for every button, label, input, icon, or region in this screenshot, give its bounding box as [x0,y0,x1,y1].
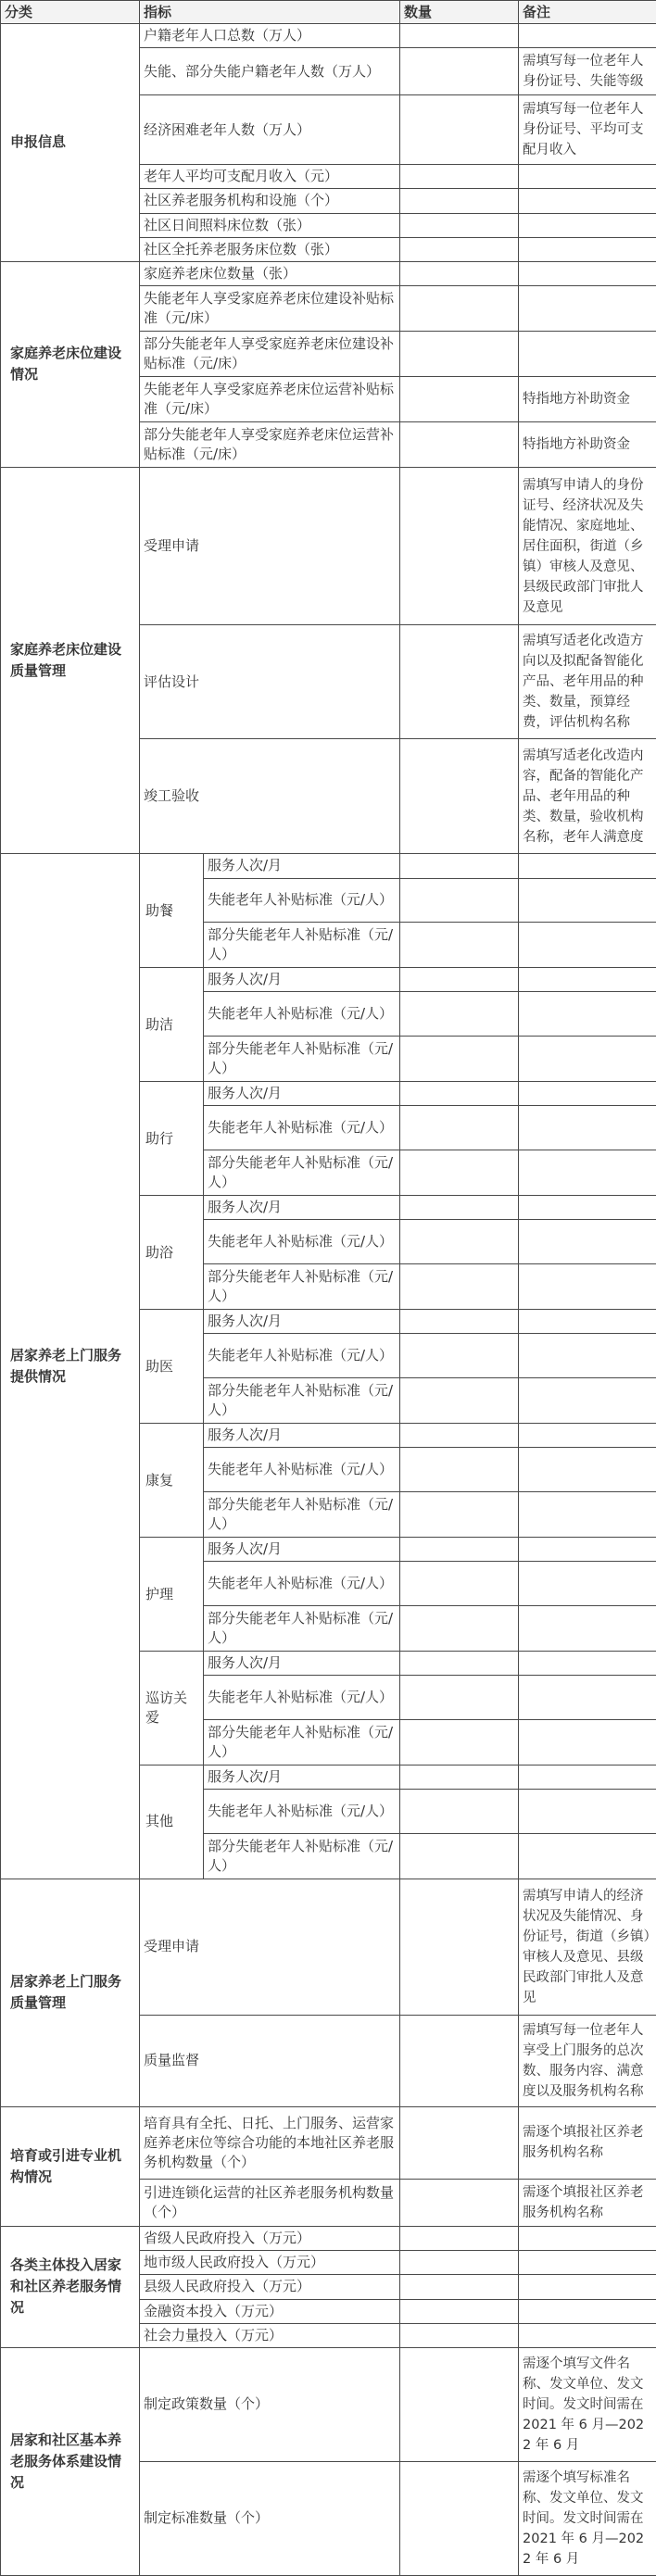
quantity-cell [400,1492,519,1538]
table-row [1,2347,656,2461]
remark-cell [519,1538,656,1562]
remark-cell [519,261,656,285]
quantity-cell [400,2275,519,2299]
quantity-cell [400,1150,519,1196]
category-cell: 家庭养老床位建设情况 [1,261,140,467]
service-indicator-cell: 失能老年人补贴标准（元/人） [204,1106,400,1150]
quantity-cell [400,95,519,165]
remark-cell [519,1082,656,1106]
remark-cell [519,1334,656,1378]
indicator-cell: 部分失能老年人享受家庭养老床位运营补贴标准（元/床） [140,421,400,467]
service-indicator-cell: 部分失能老年人补贴标准（元/人） [204,1264,400,1310]
service-group-cell: 助行 [140,1082,204,1196]
remark-cell [519,1765,656,1789]
quantity-cell [400,1606,519,1652]
service-indicator-cell: 失能老年人补贴标准（元/人） [204,1448,400,1492]
indicator-cell: 部分失能老年人享受家庭养老床位建设补贴标准（元/床） [140,331,400,376]
quantity-cell [400,421,519,467]
service-group-cell: 助浴 [140,1196,204,1310]
service-indicator-cell: 部分失能老年人补贴标准（元/人） [204,1492,400,1538]
service-indicator-cell: 服务人次/月 [204,854,400,878]
remark-cell [519,1037,656,1082]
indicator-cell: 县级人民政府投入（万元） [140,2275,400,2299]
indicator-cell: 社区日间照料床位数（张） [140,213,400,237]
quantity-cell [400,2347,519,2461]
service-indicator-cell: 失能老年人补贴标准（元/人） [204,1562,400,1606]
indicator-cell: 经济困难老年人数（万人） [140,95,400,165]
quantity-cell [400,1378,519,1424]
remark-cell: 需填写每一位老年人身份证号、平均可支配月收入 [519,95,656,165]
indicator-cell: 金融资本投入（万元） [140,2299,400,2323]
quantity-cell [400,2227,519,2251]
quantity-cell [400,1264,519,1310]
remark-cell [519,1562,656,1606]
quantity-cell [400,1310,519,1334]
quantity-cell [400,854,519,878]
remark-cell [519,2299,656,2323]
remark-cell [519,165,656,189]
indicator-cell: 地市级人民政府投入（万元） [140,2251,400,2275]
quantity-cell [400,1448,519,1492]
service-group-cell: 其他 [140,1765,204,1879]
header-remark: 备注 [519,1,656,24]
indicator-cell: 引进连锁化运营的社区养老服务机构数量（个） [140,2180,400,2227]
table-row [1,1879,656,2015]
remark-cell [519,285,656,331]
remark-cell [519,1606,656,1652]
service-indicator-cell: 服务人次/月 [204,1310,400,1334]
table-row [1,2106,656,2179]
remark-cell [519,1378,656,1424]
quantity-cell [400,237,519,261]
table-row [1,24,656,48]
quantity-cell [400,1220,519,1264]
service-indicator-cell: 服务人次/月 [204,1538,400,1562]
quantity-cell [400,467,519,625]
service-group-cell: 助餐 [140,854,204,968]
table-row [1,467,656,625]
remark-cell [519,968,656,992]
quantity-cell [400,625,519,739]
quantity-cell [400,923,519,968]
quantity-cell [400,1562,519,1606]
remark-cell [519,2251,656,2275]
table-body [1,24,656,2576]
remark-cell: 需填写适老化改造内容，配备的智能化产品、老年用品的种类、数量，验收机构名称，老年人满意度 [519,739,656,854]
header-indicator: 指标 [140,1,400,24]
remark-cell: 特指地方补助资金 [519,376,656,421]
remark-cell [519,1448,656,1492]
quantity-cell [400,2015,519,2106]
quantity-cell [400,189,519,213]
remark-cell [519,1264,656,1310]
quantity-cell [400,213,519,237]
quantity-cell [400,992,519,1037]
service-indicator-cell: 部分失能老年人补贴标准（元/人） [204,923,400,968]
remark-cell: 特指地方补助资金 [519,421,656,467]
remark-cell [519,1220,656,1264]
quantity-cell [400,1538,519,1562]
indicator-cell: 制定政策数量（个） [140,2347,400,2461]
service-group-cell: 助洁 [140,968,204,1082]
quantity-cell [400,1652,519,1676]
remark-cell: 需填写每一位老年人身份证号、失能等级 [519,48,656,95]
service-indicator-cell: 失能老年人补贴标准（元/人） [204,1220,400,1264]
remark-cell [519,213,656,237]
quantity-cell [400,1765,519,1789]
remark-cell [519,992,656,1037]
category-cell: 各类主体投入居家和社区养老服务情况 [1,2227,140,2348]
service-indicator-cell: 失能老年人补贴标准（元/人） [204,1790,400,1834]
quantity-cell [400,1719,519,1765]
indicator-cell: 失能老年人享受家庭养老床位建设补贴标准（元/床） [140,285,400,331]
table-row [1,261,656,285]
service-indicator-cell: 服务人次/月 [204,968,400,992]
indicator-cell: 社区养老服务机构和设施（个） [140,189,400,213]
quantity-cell [400,1424,519,1448]
header-category: 分类 [1,1,140,24]
quantity-cell [400,1676,519,1720]
indicator-cell: 受理申请 [140,467,400,625]
category-cell: 居家养老上门服务质量管理 [1,1879,140,2106]
remark-cell: 需逐个填写文件名称、发文单位、发文时间。发文时间需在 2021 年 6 月—2022 年 6 月 [519,2347,656,2461]
remark-cell [519,1719,656,1765]
remark-cell [519,2227,656,2251]
service-group-cell: 助医 [140,1310,204,1424]
remark-cell [519,24,656,48]
quantity-cell [400,331,519,376]
remark-cell [519,2275,656,2299]
indicator-cell: 质量监督 [140,2015,400,2106]
remark-cell [519,1492,656,1538]
quantity-cell [400,1879,519,2015]
quantity-cell [400,285,519,331]
remark-cell [519,1790,656,1834]
service-indicator-cell: 部分失能老年人补贴标准（元/人） [204,1378,400,1424]
service-indicator-cell: 部分失能老年人补贴标准（元/人） [204,1150,400,1196]
service-group-cell: 护理 [140,1538,204,1652]
service-indicator-cell: 部分失能老年人补贴标准（元/人） [204,1037,400,1082]
remark-cell: 需逐个填报社区养老服务机构名称 [519,2180,656,2227]
service-indicator-cell: 服务人次/月 [204,1196,400,1220]
quantity-cell [400,1082,519,1106]
quantity-cell [400,2323,519,2347]
category-cell: 居家养老上门服务提供情况 [1,854,140,1879]
service-indicator-cell: 部分失能老年人补贴标准（元/人） [204,1606,400,1652]
indicator-cell: 受理申请 [140,1879,400,2015]
quantity-cell [400,165,519,189]
remark-cell [519,923,656,968]
service-indicator-cell: 服务人次/月 [204,1424,400,1448]
service-indicator-cell: 失能老年人补贴标准（元/人） [204,1334,400,1378]
quantity-cell [400,1334,519,1378]
remark-cell [519,1676,656,1720]
indicator-cell: 培育具有全托、日托、上门服务、运营家庭养老床位等综合功能的本地社区养老服务机构数量（个） [140,2106,400,2179]
remark-cell [519,1424,656,1448]
remark-cell [519,878,656,923]
table-row [1,2227,656,2251]
indicator-cell: 老年人平均可支配月收入（元） [140,165,400,189]
service-group-cell: 巡访关爱 [140,1652,204,1766]
remark-cell [519,1106,656,1150]
service-indicator-cell: 服务人次/月 [204,1082,400,1106]
quantity-cell [400,376,519,421]
remark-cell [519,1196,656,1220]
quantity-cell [400,878,519,923]
service-indicator-cell: 部分失能老年人补贴标准（元/人） [204,1719,400,1765]
service-indicator-cell: 失能老年人补贴标准（元/人） [204,992,400,1037]
remark-cell [519,331,656,376]
remark-cell: 需填写申请人的身份证号、经济状况及失能情况、家庭地址、居住面积，街道（乡镇）审核人及意见、县级民政部门审批人及意见 [519,467,656,625]
quantity-cell [400,48,519,95]
indicator-cell: 家庭养老床位数量（张） [140,261,400,285]
quantity-cell [400,739,519,854]
table-header-row [1,1,656,24]
remark-cell [519,189,656,213]
quantity-cell [400,2299,519,2323]
quantity-cell [400,2251,519,2275]
quantity-cell [400,1833,519,1879]
remark-cell: 需填写每一位老年人享受上门服务的总次数、服务内容、满意度以及服务机构名称 [519,2015,656,2106]
remark-cell [519,1652,656,1676]
indicator-cell: 省级人民政府投入（万元） [140,2227,400,2251]
remark-cell: 需填写申请人的经济状况及失能情况、身份证号，街道（乡镇）审核人及意见、县级民政部门审批人及意见 [519,1879,656,2015]
quantity-cell [400,261,519,285]
remark-cell: 需逐个填写标准名称、发文单位、发文时间。发文时间需在 2021 年 6 月—2022 年 6 月 [519,2461,656,2575]
remark-cell: 需逐个填报社区养老服务机构名称 [519,2106,656,2179]
indicator-cell: 户籍老年人口总数（万人） [140,24,400,48]
category-cell: 申报信息 [1,24,140,262]
indicator-cell: 制定标准数量（个） [140,2461,400,2575]
remark-cell [519,854,656,878]
quantity-cell [400,1196,519,1220]
quantity-cell [400,1037,519,1082]
indicator-cell: 竣工验收 [140,739,400,854]
quantity-cell [400,1790,519,1834]
quantity-cell [400,968,519,992]
service-indicator-cell: 服务人次/月 [204,1652,400,1676]
category-cell: 培育或引进专业机构情况 [1,2106,140,2226]
quantity-cell [400,2106,519,2179]
header-quantity: 数量 [400,1,519,24]
table-row [1,854,656,878]
remark-cell [519,2323,656,2347]
service-indicator-cell: 服务人次/月 [204,1765,400,1789]
category-cell: 家庭养老床位建设质量管理 [1,467,140,854]
quantity-cell [400,2461,519,2575]
indicator-cell: 社会力量投入（万元） [140,2323,400,2347]
remark-cell [519,237,656,261]
remark-cell [519,1310,656,1334]
quantity-cell [400,1106,519,1150]
indicator-cell: 失能、部分失能户籍老年人数（万人） [140,48,400,95]
quantity-cell [400,24,519,48]
indicator-cell: 评估设计 [140,625,400,739]
service-indicator-cell: 部分失能老年人补贴标准（元/人） [204,1833,400,1879]
category-cell: 居家和社区基本养老服务体系建设情况 [1,2347,140,2575]
service-indicator-cell: 失能老年人补贴标准（元/人） [204,1676,400,1720]
quantity-cell [400,2180,519,2227]
remark-cell: 需填写适老化改造方向以及拟配备智能化产品、老年用品的种类、数量，预算经费，评估机构名称 [519,625,656,739]
service-group-cell: 康复 [140,1424,204,1538]
indicator-cell: 社区全托养老服务床位数（张） [140,237,400,261]
remark-cell [519,1150,656,1196]
indicator-cell: 失能老年人享受家庭养老床位运营补贴标准（元/床） [140,376,400,421]
remark-cell [519,1833,656,1879]
service-indicator-cell: 失能老年人补贴标准（元/人） [204,878,400,923]
